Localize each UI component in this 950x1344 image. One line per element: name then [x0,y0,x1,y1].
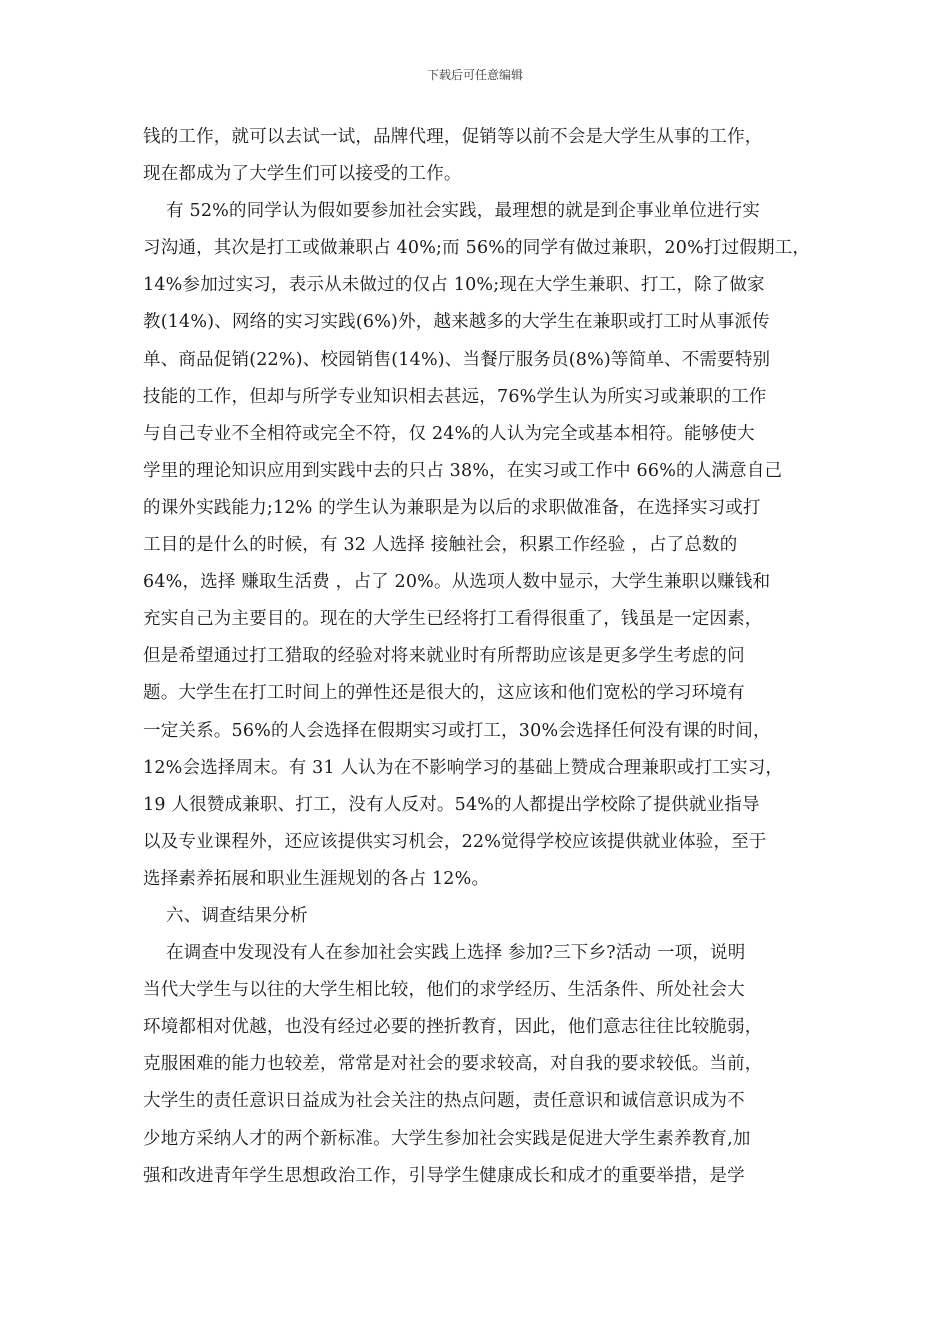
text-line: 少地方采纳人才的两个新标准。大学生参加社会实践是促进大学生素养教育,加 [143,1128,751,1149]
text-line: 现在都成为了大学生们可以接受的工作。 [143,164,462,185]
text-line: 克服困难的能力也较差，常常是对社会的要求较高，对自我的要求较低。当前， [143,1054,763,1075]
text-line: 但是希望通过打工猎取的经验对将来就业时有所帮助应该是更多学生考虑的问 [143,646,745,667]
text-line: 19 人很赞成兼职、打工，没有人反对。54%的人都提出学校除了提供就业指导 [143,794,760,815]
text-line: 一定关系。56%的人会选择在假期实习或打工，30%会选择任何没有课的时间， [143,720,771,741]
text-line: 教(14%)、网络的实习实践(6%)外，越来越多的大学生在兼职或打工时从事派传 [143,312,770,333]
text-line: 充实自己为主要目的。现在的大学生已经将打工看得很重了，钱虽是一定因素， [143,609,763,630]
text-line: 题。大学生在打工时间上的弹性还是很大的，这应该和他们宽松的学习环境有 [143,683,745,704]
document-body [143,119,811,1195]
page-header: 下载后可任意编辑 [426,68,523,82]
text-line: 14%参加过实习，表示从未做过的仅占 10%;现在大学生兼职、打工，除了做家 [143,275,765,296]
text-line: 与自己专业不全相符或完全不符，仅 24%的人认为完全或基本相符。能够使大 [143,423,755,444]
text-line: 以及专业课程外，还应该提供实习机会，22%觉得学校应该提供就业体验，至于 [143,831,767,852]
text-line: 选择素养拓展和职业生涯规划的各占 12%。 [143,868,490,889]
text-line: 环境都相对优越，也没有经过必要的挫折教育，因此，他们意志往往比较脆弱， [143,1017,763,1038]
text-line: 大学生的责任意识日益成为社会关注的热点问题，责任意识和诚信意识成为不 [143,1091,745,1112]
text-line: 当代大学生与以往的大学生相比较，他们的求学经历、生活条件、所处社会大 [143,980,745,1001]
text-line: 习沟通，其次是打工或做兼职占 40%;而 56%的同学有做过兼职，20%打过假期工， [143,238,811,259]
text-line: 钱的工作，就可以去试一试，品牌代理，促销等以前不会是大学生从事的工作， [143,127,763,147]
text-line: 64%，选择 赚取生活费 ，占了 20%。从选项人数中显示，大学生兼职以赚钱和 [143,572,771,593]
text-line: 强和改进青年学生思想政治工作，引导学生健康成长和成才的重要举措，是学 [143,1165,745,1186]
text-line: 工目的是什么的时候，有 32 人选择 接触社会，积累工作经验 ，占了总数的 [143,535,738,556]
text-line: 学里的理论知识应用到实践中去的只占 38%，在实习或工作中 66%的人满意自己 [143,460,783,481]
text-line: 在调查中发现没有人在参加社会实践上选择 参加?三下乡?活动 一项，说明 [143,943,746,964]
text-line: 单、商品促销(22%)、校园销售(14%)、当餐厅服务员(8%)等简单、不需要特别 [143,349,771,370]
text-line: 的课外实践能力;12% 的学生认为兼职是为以后的求职做准备，在选择实习或打 [143,497,761,518]
text-line: 有 52%的同学认为假如要参加社会实践，最理想的就是到企事业单位进行实 [143,201,761,222]
text-line: 技能的工作，但却与所学专业知识相去甚远，76%学生认为所实习或兼职的工作 [143,386,767,407]
text-line: 12%会选择周末。有 31 人认为在不影响学习的基础上赞成合理兼职或打工实习， [143,757,784,778]
section-heading: 六、调查结果分析 [143,905,308,926]
